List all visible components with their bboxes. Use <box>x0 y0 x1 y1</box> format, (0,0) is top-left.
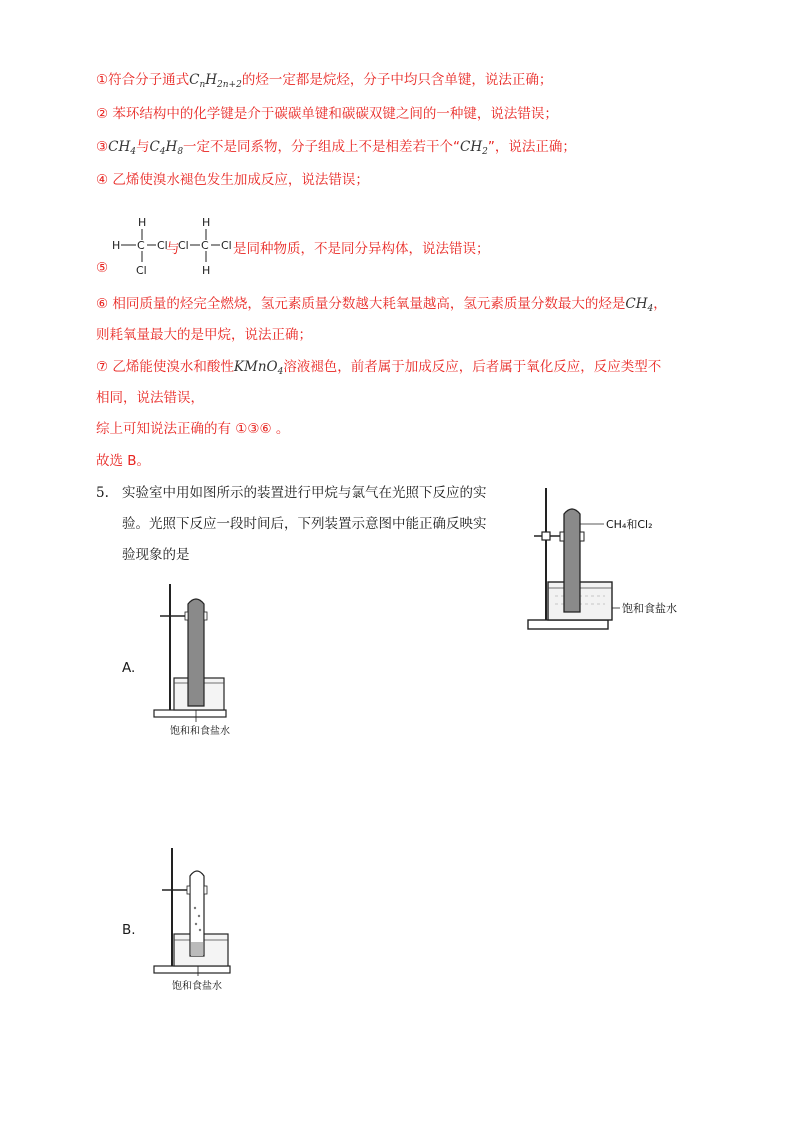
atom-cl-bottom: Cl <box>136 264 147 277</box>
solution-item-6-line2: 则耗氧量最大的是甲烷，说法正确； <box>96 327 312 343</box>
atom-c: C <box>137 239 145 252</box>
item5-text: 是同种物质，不是同分异构体，说法错误； <box>233 241 490 257</box>
option-b-liquid-label: 饱和食盐水 <box>172 981 222 992</box>
atom-h-top: H <box>202 216 211 229</box>
question-line-1: 实验室中用如图所示的装置进行甲烷与氯气在光照下反应的实 <box>122 485 487 501</box>
atom-c: C <box>201 239 209 252</box>
atom-h-left: H <box>112 239 121 252</box>
atom-cl-right: Cl <box>157 239 168 252</box>
structural-formula-1 <box>112 212 172 278</box>
solution-item-7-line1: ⑦ 乙烯能使溴水和酸性KMnO$_4$溶液褪色，前者属于加成反应，后者属于氧化反应，反应类型不 <box>96 359 662 377</box>
question-line-3: 验现象的是 <box>122 547 190 563</box>
option-a-liquid-label: 饱和和食盐水 <box>170 726 230 737</box>
solution-summary: 综上可知说法正确的有 ①③⑥ 。 <box>96 421 290 437</box>
solution-item-7-line2: 相同，说法错误， <box>96 390 204 406</box>
solution-item-1: ①符合分子通式$C_nH_{2n+2}$的烃一定都是烷烃，分子中均只含单键，说法正确； <box>96 72 553 90</box>
option-b-figure[interactable] <box>150 846 260 996</box>
item5-connector: 与 <box>166 241 180 257</box>
solution-item-3: $③CH_4$与$C_4H_8$一定不是同系物，分子组成上不是相差若干个“$CH_2$”，说法正确； <box>96 139 576 157</box>
main-apparatus-figure <box>520 484 720 634</box>
option-a-label[interactable]: A. <box>122 660 136 676</box>
atom-h-bottom: H <box>202 264 211 277</box>
solution-item-2: ② 苯环结构中的化学键是介于碳碳单键和碳碳双键之间的一种键，说法错误； <box>96 106 558 122</box>
question-line-2: 验。光照下反应一段时间后，下列装置示意图中能正确反映实 <box>122 516 487 532</box>
item-marker: ③ <box>96 139 109 155</box>
item-marker-5: ⑤ <box>96 260 109 276</box>
structural-formula-2 <box>178 212 238 278</box>
solution-item-6-line1: ⑥ 相同质量的烃完全燃烧，氢元素质量分数越大耗氧量越高，氢元素质量分数最大的烃是$CH_4$， <box>96 296 667 314</box>
liquid-label: 饱和食盐水 <box>622 602 677 615</box>
solution-item-4: ④ 乙烯使溴水褪色发生加成反应，说法错误； <box>96 172 369 188</box>
atom-h-top: H <box>138 216 147 229</box>
question-number: 5. <box>96 485 109 501</box>
option-a-figure[interactable] <box>150 582 260 742</box>
gas-label: CH₄和Cl₂ <box>606 518 653 531</box>
atom-cl-right: Cl <box>221 239 232 252</box>
item-marker: ① <box>96 72 109 88</box>
atom-cl-left: Cl <box>178 239 189 252</box>
option-b-label[interactable]: B. <box>122 922 136 938</box>
solution-answer: 故选 B。 <box>96 453 151 469</box>
